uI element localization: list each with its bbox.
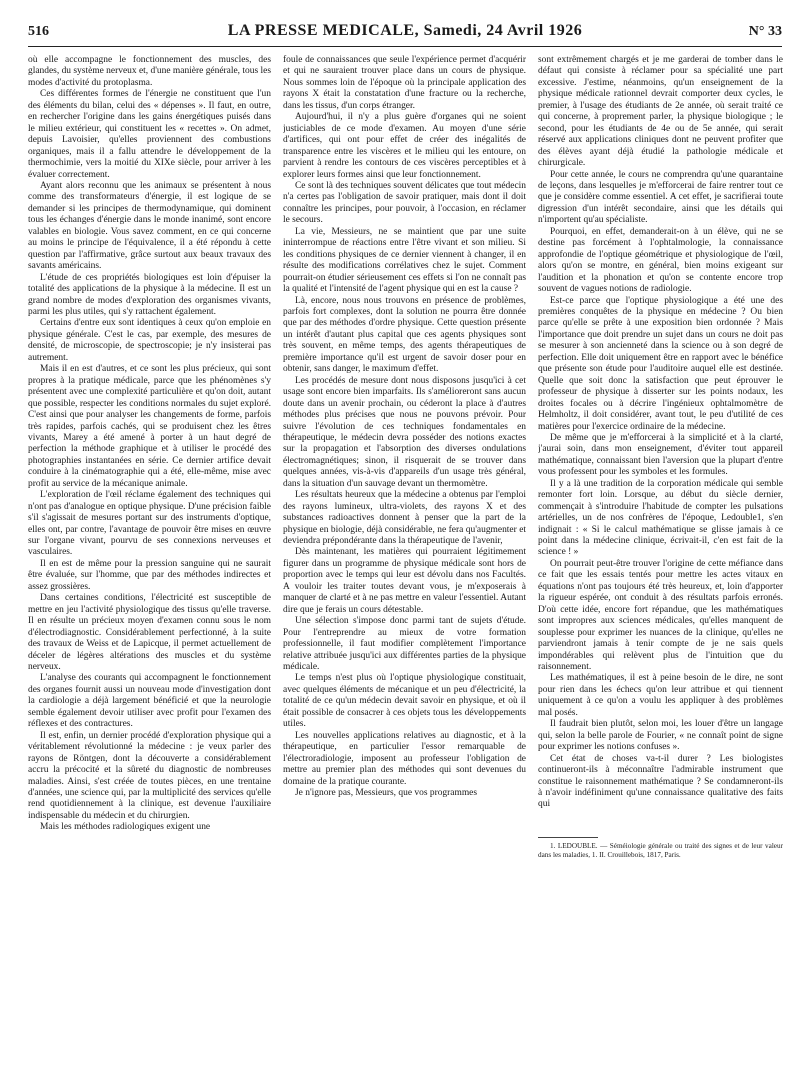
paragraph: Ce sont là des techniques souvent délicates que tout médecin n'a certes pas l'obligation de savoir pratiquer, mais dont il doit connaître les principes, pour pouvoir, à l'occasion, en réclamer le secours.	[283, 180, 526, 226]
paragraph: Les résultats heureux que la médecine a obtenus par l'emploi des rayons lumineux, ultra-violets, des rayons X et des substances radioactives donnent à penser que la part de la physique en biologie, déjà considérable, ne fera qu'augmenter et deviendra prépondérante dans la thérapeutique de l'avenir,	[283, 490, 526, 547]
paragraph: On pourrait peut-être trouver l'origine de cette méfiance dans ce fait que les essais tentés pour mettre les actes vitaux en équations n'ont pas toujours été très heureux, et, loin d'apporter la rigueur espérée, ont conduit à des résultats parfois erronés. D'où cette idée, encore fort répandue, que les mathématiques sont impropres aux sciences médicales, qu'elles manquent de souplesse pour exprimer les nuances de la clinique, qu'elles ne parviendront jamais à tenir compte de je ne sais quels impondérables qui relèvent plus de l'intuition que du raisonnement.	[538, 558, 783, 673]
paragraph: Pourquoi, en effet, demanderait-on à un élève, qui ne se destine pas forcément à l'ophtalmologie, la connaissance approfondie de l'optique géométrique et physiologique de l'œil, alors qu'on se montre, en général, bien moins exigeant sur l'audition et la phonation et qu'on se contente encore trop souvent de vagues notions de radiologie.	[538, 226, 783, 295]
paragraph: Les nouvelles applications relatives au diagnostic, et à la thérapeutique, en particulier l'essor remarquable de l'électroradiologie, imposent au professeur l'obligation de mettre au premier plan des méthodes qui sont devenues du domaine de la pratique courante.	[283, 730, 526, 787]
paragraph: De même que je m'efforcerai à la simplicité et à la clarté, j'aurai soin, dans mon enseignement, d'éviter tout appareil mathématique, connaissant bien l'aversion que la plupart d'entre vous professent pour les symboles et les formules.	[538, 432, 783, 478]
paragraph: Aujourd'hui, il n'y a plus guère d'organes qui ne soient justiciables de ce mode d'examen. Au moyen d'une série d'artifices, qui ont pour effet de créer des inégalités de transparence entre les viscères et le milieu qui les entoure, on parvient à rendre les contours de ces viscères perceptibles et à explorer leurs formes ainsi que leur fonctionnement.	[283, 112, 526, 180]
paragraph: Là, encore, nous nous trouvons en présence de problèmes, parfois fort complexes, dont la solution ne pourra être donnée que par des méthodes d'ordre physique. Cette question présente un intérêt d'autant plus capital que ces agents physiques sont très souvent, en même temps, des agents thérapeutiques de première importance qu'il est urgent de savoir doser pour en obtenir, sans danger, le maximum d'effet.	[283, 295, 526, 375]
paragraph: L'étude de ces propriétés biologiques est loin d'épuiser la totalité des applications de la physique à la médecine. Il est un grand nombre de modes d'exploration des organismes vivants, parmi les plus utiles, qui s'y rattachent également.	[28, 272, 271, 317]
paragraph: Il faudrait bien plutôt, selon moi, les louer d'être un langage qui, selon la belle parole de Fourier, « ne connaît point de signe pour exprimer les notions confuses ».	[538, 719, 783, 753]
footnote-divider	[538, 837, 598, 838]
paragraph: Est-ce parce que l'optique physiologique a été une des premières conquêtes de la physique en médecine ? Ou bien parce qu'elle se prête à une exposition bien ordonnée ? Mais l'importance que doit prendre un sujet dans un cours ne doit pas se mesurer à son ancienneté dans la science ou à son degré de perfection. Elle doit uniquement être en rapport avec le bénéfice que présente son étude pour l'auditoire auquel elle est destinée. Quelle que soit donc la satisfaction que peut éprouver le professeur de physique à disserter sur les points nodaux, les droites focales ou à décrire l'ingénieux ophtalmomètre de Helmholtz, il doit considérer, avant tout, le peu d'utilité de ces matières pour l'exercice ordinaire de la médecine.	[538, 295, 783, 432]
paragraph: Certains d'entre eux sont identiques à ceux qu'on emploie en physique générale. C'est le cas, par exemple, des mesures de densité, de microscopie, de spectroscopie; je n'y insisterai pas autrement.	[28, 318, 271, 363]
paragraph: L'analyse des courants qui accompagnent le fonctionnement des organes fournit aussi un nouveau mode d'investigation dont la cardiologie a déjà largement bénéficié et que la neurologie semble également devoir utiliser avec profit pour l'examen des réflexes et des contractures.	[28, 673, 271, 730]
paragraph: Il y a là une tradition de la corporation médicale qui semble remonter fort loin. Lorsque, au début du siècle dernier, commençait à s'introduire l'habitude de compter les pulsations artérielles, un de nos confrères de l'époque, Ledouble1, s'en indignait : « Si le calcul mathématique se glisse jamais à ce point dans la médecine clinique, écrivait-il, c'en est fait de la science ! »	[538, 478, 783, 558]
paragraph: sont extrêmement chargés et je me garderai de tomber dans le défaut qui consiste à réclamer pour sa spécialité une part excessive. J'estime, néanmoins, qu'un enseignement de la physique médicale rationnel devrait comporter deux cycles, le premier, à l'usage des étudiants de 2e année, où serait traité ce qui concerne, à proprement parler, la physique biologique ; le second, pour les étudiants de 4e ou de 5e année, qui serait réservé aux applications cliniques dont ne peuvent profiter que des élèves ayant déjà étudié la pathologie médicale et chirurgicale.	[538, 55, 783, 169]
paragraph: foule de connaissances que seule l'expérience permet d'acquérir et qui ne sauraient trouver place dans un cours de physique. Nous sommes loin de l'époque où la principale application des rayons X était la constatation d'une fracture ou la recherche, dans les tissus, d'un corps étranger.	[283, 55, 526, 111]
paragraph: Ces différentes formes de l'énergie ne constituent que l'un des éléments du bilan, celui des « dépenses ». Il faut, en outre, en rechercher l'origine dans les gains énergétiques puisés dans le milieu extérieur, qui constituent les « recettes ». On admet, depuis Lavoisier, qu'elles proviennent des combustions organiques, mais il a fallu attendre le développement de la thermochimie, vers la moitié du XIXe siècle, pour arriver à les évaluer correctement.	[28, 89, 271, 180]
paragraph: Je n'ignore pas, Messieurs, que vos programmes	[295, 788, 478, 798]
article-body	[28, 55, 783, 1070]
page-header	[28, 22, 782, 47]
issue-number: N° 33	[748, 24, 782, 39]
paragraph: L'exploration de l'œil réclame également des techniques qui n'ont pas d'analogue en optique physique. D'une précision faible s'il s'agissait de mesures portant sur des instruments d'optique, elles ont, par contre, l'avantage de pouvoir être mises en œuvre sur l'organe vivant, pourvu de ses connexions nerveuses et vasculaires.	[28, 490, 271, 558]
paragraph: Mais les méthodes radiologiques exigent une	[40, 822, 211, 833]
paragraph: Pour cette année, le cours ne comprendra qu'une quarantaine de leçons, dans lesquelles je m'efforcerai de faire rentrer tout ce que je considère comme essentiel. A cet effet, je sacrifierai toute digression d'un intérêt secondaire, ainsi que les détails qui n'importent qu'au spécialiste.	[538, 169, 783, 226]
column-3	[538, 55, 783, 1070]
column-1	[28, 55, 271, 1070]
paragraph: Dès maintenant, les matières qui pourraient légitimement figurer dans un programme de physique médicale sont hors de proportion avec le temps qui leur est dévolu dans nos Facultés. A vouloir les traiter toutes devant vous, je m'exposerais à manquer de clarté et à ne pas mettre en valeur l'essentiel. Autant dire que je ferais un cours détestable.	[283, 547, 526, 615]
paragraph: La vie, Messieurs, ne se maintient que par une suite ininterrompue de réactions entre l'être vivant et son milieu. Si les conditions physiques de ce dernier viennent à changer, il en résulte des modifications corrélatives chez le sujet. Comment pourrait-on étudier sérieusement ces effets si l'on ne connaît pas la qualité et l'intensité de l'agent physique qui en est la cause ?	[283, 226, 526, 295]
column-2	[283, 55, 526, 1070]
paragraph: Dans certaines conditions, l'électricité est susceptible de mettre en jeu l'activité physiologique des tissus qu'elle traverse. Il en résulte un précieux moyen d'examen connu sous le nom d'électrodiagnostic. Considérablement perfectionné, à la suite des travaux de Weiss et de Lapicque, il permet actuellement de déceler de légères altérations des muscles et du système nerveux.	[28, 593, 271, 673]
paragraph: Il est, enfin, un dernier procédé d'exploration physique qui a véritablement révolutionné la médecine : je veux parler des rayons de Röntgen, dont la découverte a considérablement accru la précocité et la sûreté du diagnostic de nombreuses maladies. Ainsi, s'est créée de toutes pièces, en une trentaine d'années, une science qui, par la multiplicité des services qu'elle rend quotidiennement à la clinique, est devenue l'auxiliaire indispensable du médecin et du chirurgien.	[28, 730, 271, 821]
paragraph: Mais il en est d'autres, et ce sont les plus précieux, qui sont propres à la pratique médicale, parce que les phénomènes s'y présentent avec une complexité particulière et qu'on doit, autant que possible, respecter les conditions normales du sujet exploré. C'est ainsi que pour analyser les changements de forme, parfois très rapides, parfois cachés, qui se produisent chez les êtres vivants, Marey a été amené à porter à un haut degré de perfection la méthode graphique et à utiliser le procédé des photographies instantanées en série. Ce dernier artifice devait conduire à la cinématographie qui a été, elle-même, mise avec profit au service de la mécanique animale.	[28, 364, 271, 489]
paragraph: Cet état de choses va-t-il durer ? Les biologistes continueront-ils à méconnaître l'admirable instrument que constitue le raisonnement mathématique ? Se condamneront-ils à n'avoir indéfiniment qu'une connaissance qualitative des faits qui	[538, 753, 783, 810]
paragraph: Les procédés de mesure dont nous disposons jusqu'ici à cet usage sont encore bien imparfaits. Ils s'amélioreront sans aucun doute dans un avenir prochain, ou céderont la place à d'autres méthodes plus précises que nous ne pouvons prévoir. Pour suivre l'évolution de ces techniques fondamentales en thérapeutique, le médecin devra posséder des notions exactes sur la propagation et l'absorption des diverses ondulations électromagnétiques; sinon, il risquerait de se trouver dans quelques années, vis-à-vis d'appareils d'un usage très général, dans la situation d'un sauvage devant un thermomètre.	[283, 375, 526, 489]
paragraph: Il en est de même pour la pression sanguine qui ne saurait être évaluée, sur l'homme, que par des méthodes indirectes et assez grossières.	[28, 558, 271, 592]
paragraph: Une sélection s'impose donc parmi tant de sujets d'étude. Pour l'entreprendre au mieux de votre formation professionnelle, il faut modifier complètement l'importance relative attribuée jusqu'ici aux différentes parties de la physique médicale.	[283, 616, 526, 673]
journal-masthead: LA PRESSE MEDICALE, Samedi, 24 Avril 1926	[227, 22, 583, 39]
footnote: 1. LEDOUBLE. — Séméiologie générale ou traité des signes et de leur valeur dans les maladies, 1. II. Crouillebois, 1817, Paris.	[538, 841, 783, 859]
paragraph: Le temps n'est plus où l'optique physiologique constituait, avec quelques éléments de mécanique et un peu d'électricité, la totalité de ce qu'un médecin devait savoir en physique, et où il était possible de consacrer à ces objets tous les développements utiles.	[283, 673, 526, 730]
paragraph: Ayant alors reconnu que les animaux se présentent à nous comme des transformateurs d'énergie, il est logique de se demander si les principes de thermodynamique, qui dominent tous les échanges d'énergie dans le monde inanimé, sont encore valables en biologie. Vous savez comment, en ce qui concerne au moins le principe de l'équivalence, il a été répondu à cette question par l'affirmative, grâce surtout aux beaux travaux des savants américains.	[28, 180, 271, 272]
paragraph: où elle accompagne le fonctionnement des muscles, des glandes, du système nerveux et, d'une manière générale, tous les modes d'activité du protoplasma.	[28, 55, 271, 88]
page-number: 516	[28, 24, 49, 39]
paragraph: Les mathématiques, il est à peine besoin de le dire, ne sont pour rien dans les échecs qu'on leur attribue et qui tiennent uniquement à ce qu'on a voulu les appliquer à des problèmes mal posés.	[538, 673, 783, 718]
